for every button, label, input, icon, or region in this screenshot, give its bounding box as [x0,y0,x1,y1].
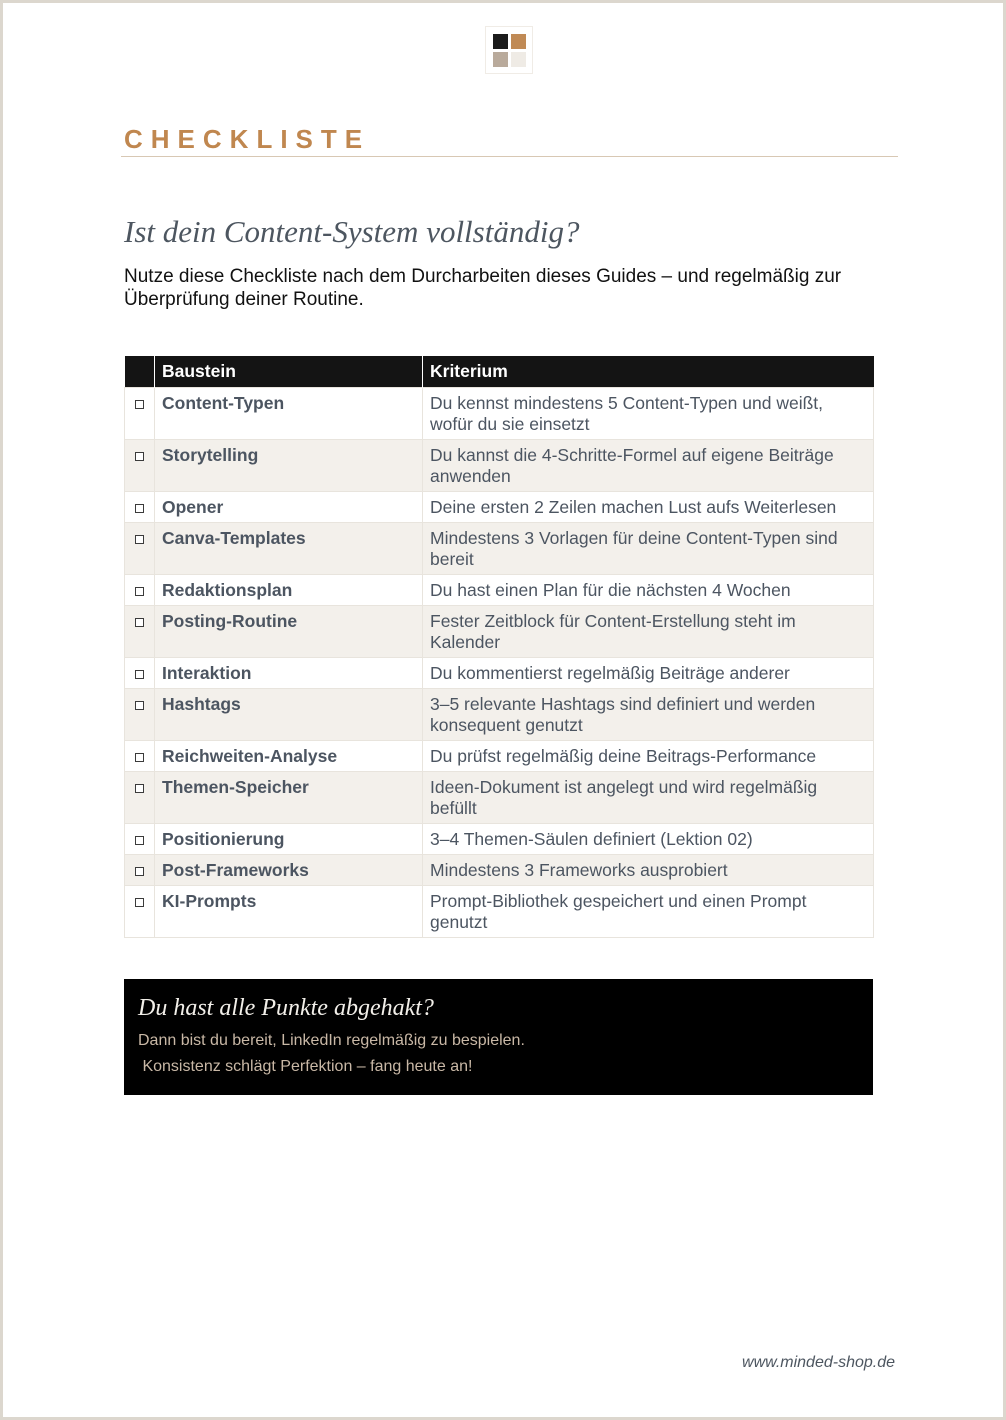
header-checkbox-column [125,356,155,388]
table-row [125,388,874,440]
kriterium-cell: Ideen-Dokument ist angelegt und wird regelmäßig befüllt [423,772,874,824]
kriterium-cell: Du kommentierst regelmäßig Beiträge anderer [423,658,874,689]
checkbox-icon[interactable] [135,452,144,461]
kriterium-cell: Prompt-Bibliothek gespeichert und einen Prompt genutzt [423,886,874,938]
cta-text-line-2: Konsistenz schlägt Perfektion – fang heute an! [138,1058,473,1075]
table-row [125,606,874,658]
kriterium-cell: Du hast einen Plan für die nächsten 4 Wochen [423,575,874,606]
kriterium-cell: 3–5 relevante Hashtags sind definiert und werden konsequent genutzt [423,689,874,741]
kriterium-cell: Du prüfst regelmäßig deine Beitrags-Performance [423,741,874,772]
checkbox-icon[interactable] [135,587,144,596]
checkbox-icon[interactable] [135,784,144,793]
checkbox-cell [125,658,155,689]
baustein-cell: KI-Prompts [155,886,423,938]
table-row [125,855,874,886]
checkbox-cell [125,824,155,855]
checkbox-cell [125,855,155,886]
table-row [125,440,874,492]
page-title: Ist dein Content-System vollständig? [124,214,580,249]
checkbox-icon[interactable] [135,535,144,544]
checkbox-cell [125,689,155,741]
baustein-cell: Themen-Speicher [155,772,423,824]
kriterium-cell: Fester Zeitblock für Content-Erstellung steht im Kalender [423,606,874,658]
checkbox-cell [125,388,155,440]
section-label: CHECKLISTE [124,124,371,154]
table-row [125,886,874,938]
cta-box [124,979,873,1095]
footer-url[interactable]: www.minded-shop.de [742,1354,895,1371]
header-baustein: Baustein [155,356,423,388]
checkbox-icon[interactable] [135,898,144,907]
cta-text-line-1: Dann bist du bereit, LinkedIn regelmäßig zu bespielen. [138,1032,525,1049]
baustein-cell: Hashtags [155,689,423,741]
table-row [125,741,874,772]
kriterium-cell: Mindestens 3 Frameworks ausprobiert [423,855,874,886]
header-kriterium: Kriterium [423,356,874,388]
logo-square-light [511,52,526,67]
table-row [125,824,874,855]
kriterium-cell: Du kannst die 4-Schritte-Formel auf eigene Beiträge anwenden [423,440,874,492]
checkbox-icon[interactable] [135,753,144,762]
logo-square-dark [493,34,508,49]
kriterium-cell: Mindestens 3 Vorlagen für deine Content-Typen sind bereit [423,523,874,575]
checkbox-icon[interactable] [135,400,144,409]
logo-square-taupe [493,52,508,67]
kriterium-cell: Du kennst mindestens 5 Content-Typen und weißt, wofür du sie einsetzt [423,388,874,440]
checkbox-cell [125,741,155,772]
checkbox-icon[interactable] [135,504,144,513]
baustein-cell: Redaktionsplan [155,575,423,606]
table-row [125,492,874,523]
checkbox-icon[interactable] [135,836,144,845]
checkbox-cell [125,523,155,575]
baustein-cell: Positionierung [155,824,423,855]
baustein-cell: Posting-Routine [155,606,423,658]
checkbox-cell [125,440,155,492]
intro-text: Nutze diese Checkliste nach dem Durcharbeiten dieses Guides – und regelmäßig zur Überprüfung deiner Routine. [124,266,842,310]
brand-logo [485,26,533,74]
table-row [125,772,874,824]
table-row [125,575,874,606]
baustein-cell: Interaktion [155,658,423,689]
checkbox-cell [125,575,155,606]
checklist-table [124,356,874,938]
baustein-cell: Reichweiten-Analyse [155,741,423,772]
checkbox-icon[interactable] [135,701,144,710]
checkbox-icon[interactable] [135,867,144,876]
section-divider [121,156,898,157]
checkbox-cell [125,886,155,938]
table-row [125,523,874,575]
baustein-cell: Opener [155,492,423,523]
checkbox-icon[interactable] [135,670,144,679]
checkbox-icon[interactable] [135,618,144,627]
checkbox-cell [125,606,155,658]
checkbox-cell [125,772,155,824]
baustein-cell: Content-Typen [155,388,423,440]
table-header-row [125,356,874,388]
kriterium-cell: 3–4 Themen-Säulen definiert (Lektion 02) [423,824,874,855]
baustein-cell: Canva-Templates [155,523,423,575]
cta-title: Du hast alle Punkte abgehakt? [138,995,434,1021]
checkbox-cell [125,492,155,523]
logo-square-copper [511,34,526,49]
kriterium-cell: Deine ersten 2 Zeilen machen Lust aufs Weiterlesen [423,492,874,523]
baustein-cell: Storytelling [155,440,423,492]
baustein-cell: Post-Frameworks [155,855,423,886]
table-row [125,658,874,689]
table-row [125,689,874,741]
